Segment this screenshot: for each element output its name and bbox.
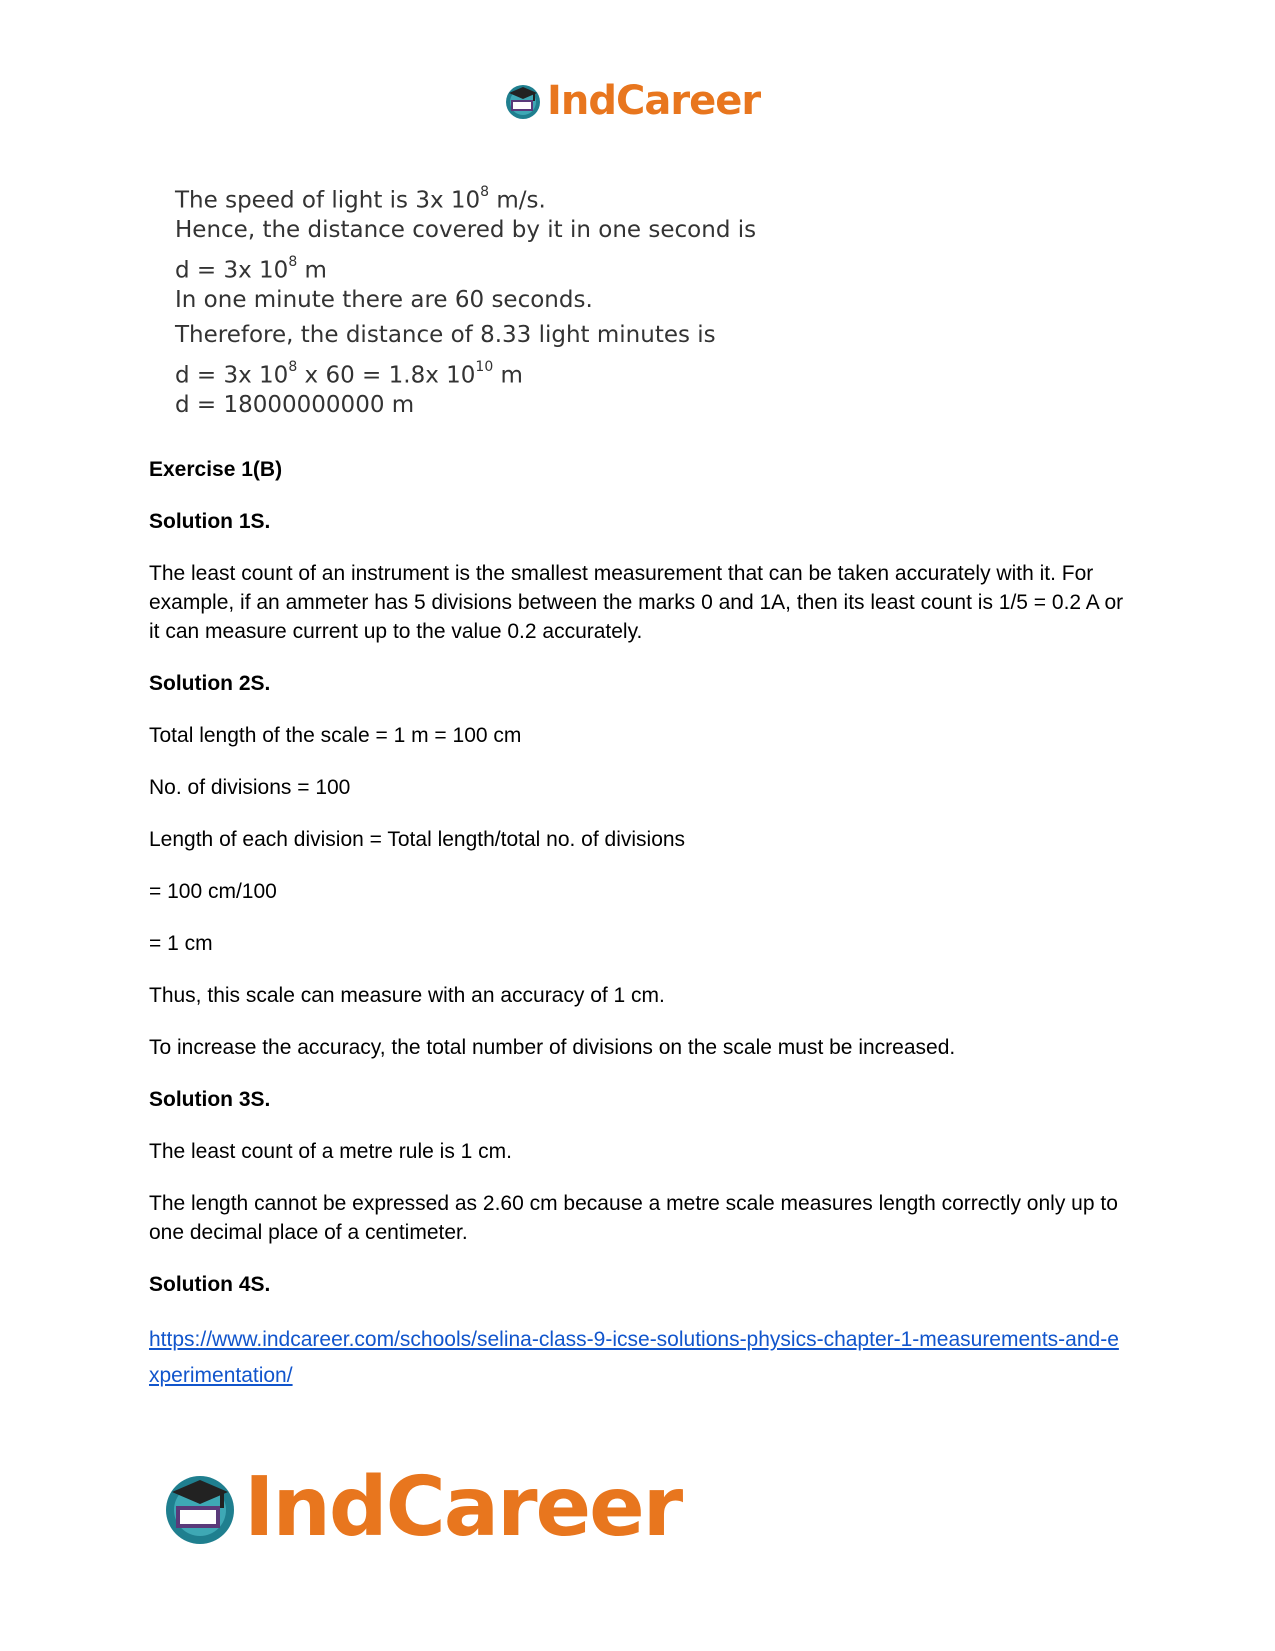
- solution-3-line: The least count of a metre rule is 1 cm.: [149, 1140, 512, 1163]
- graduation-cap-book-globe-icon: [160, 1468, 240, 1548]
- math-line: Hence, the distance covered by it in one second is: [175, 217, 757, 243]
- math-image-block: [175, 178, 795, 423]
- logo-text: IndCareer: [244, 1460, 682, 1555]
- header-logo: [503, 78, 760, 124]
- solution-4-heading: Solution 4S.: [149, 1273, 271, 1296]
- indcareer-link[interactable]: https://www.indcareer.com/schools/selina-class-9-icse-solutions-physics-chapter-1-measurements-and-experimentation/: [149, 1328, 1119, 1387]
- math-line: The speed of light is 3x $10^8$ m/s.: [175, 184, 546, 214]
- solution-2-line: = 100 cm/100: [149, 880, 277, 903]
- solution-1-text: The least count of an instrument is the smallest measurement that can be taken accurately with it. For example, if an ammeter has 5 divisions between the marks 0 and 1A, then its least count is 1/5 = 0.2 A or it can measure current up to the value 0.2 accurately.: [149, 562, 1124, 643]
- solution-2-line: To increase the accuracy, the total number of divisions on the scale must be increased.: [149, 1036, 956, 1059]
- solution-2-line: Thus, this scale can measure with an accuracy of 1 cm.: [149, 984, 665, 1007]
- exercise-heading: Exercise 1(B): [149, 458, 283, 481]
- math-line: d = 3x $10^8$ m: [175, 254, 327, 284]
- footer-logo: [160, 1460, 681, 1555]
- logo-text: IndCareer: [547, 78, 761, 124]
- solution-2-line: Length of each division = Total length/total no. of divisions: [149, 828, 686, 851]
- solution-1-heading: Solution 1S.: [149, 510, 271, 533]
- math-line: Therefore, the distance of 8.33 light minutes is: [175, 322, 716, 348]
- solution-2-heading: Solution 2S.: [149, 672, 271, 695]
- graduation-cap-book-globe-icon: [503, 81, 543, 121]
- math-line: In one minute there are 60 seconds.: [175, 287, 593, 313]
- solution-3-heading: Solution 3S.: [149, 1088, 271, 1111]
- solution-2-line: No. of divisions = 100: [149, 776, 351, 799]
- solution-2-line: Total length of the scale = 1 m = 100 cm: [149, 724, 522, 747]
- solution-2-line: = 1 cm: [149, 932, 213, 955]
- math-line: d = 18000000000 m: [175, 392, 415, 418]
- math-line: d = 3x $10^8$ x 60 = 1.8x $10^{10}$ m: [175, 359, 523, 389]
- document-body: [149, 455, 1129, 1417]
- solution-3-line: The length cannot be expressed as 2.60 cm because a metre scale measures length correctly only up to one decimal place of a centimeter.: [149, 1192, 1118, 1244]
